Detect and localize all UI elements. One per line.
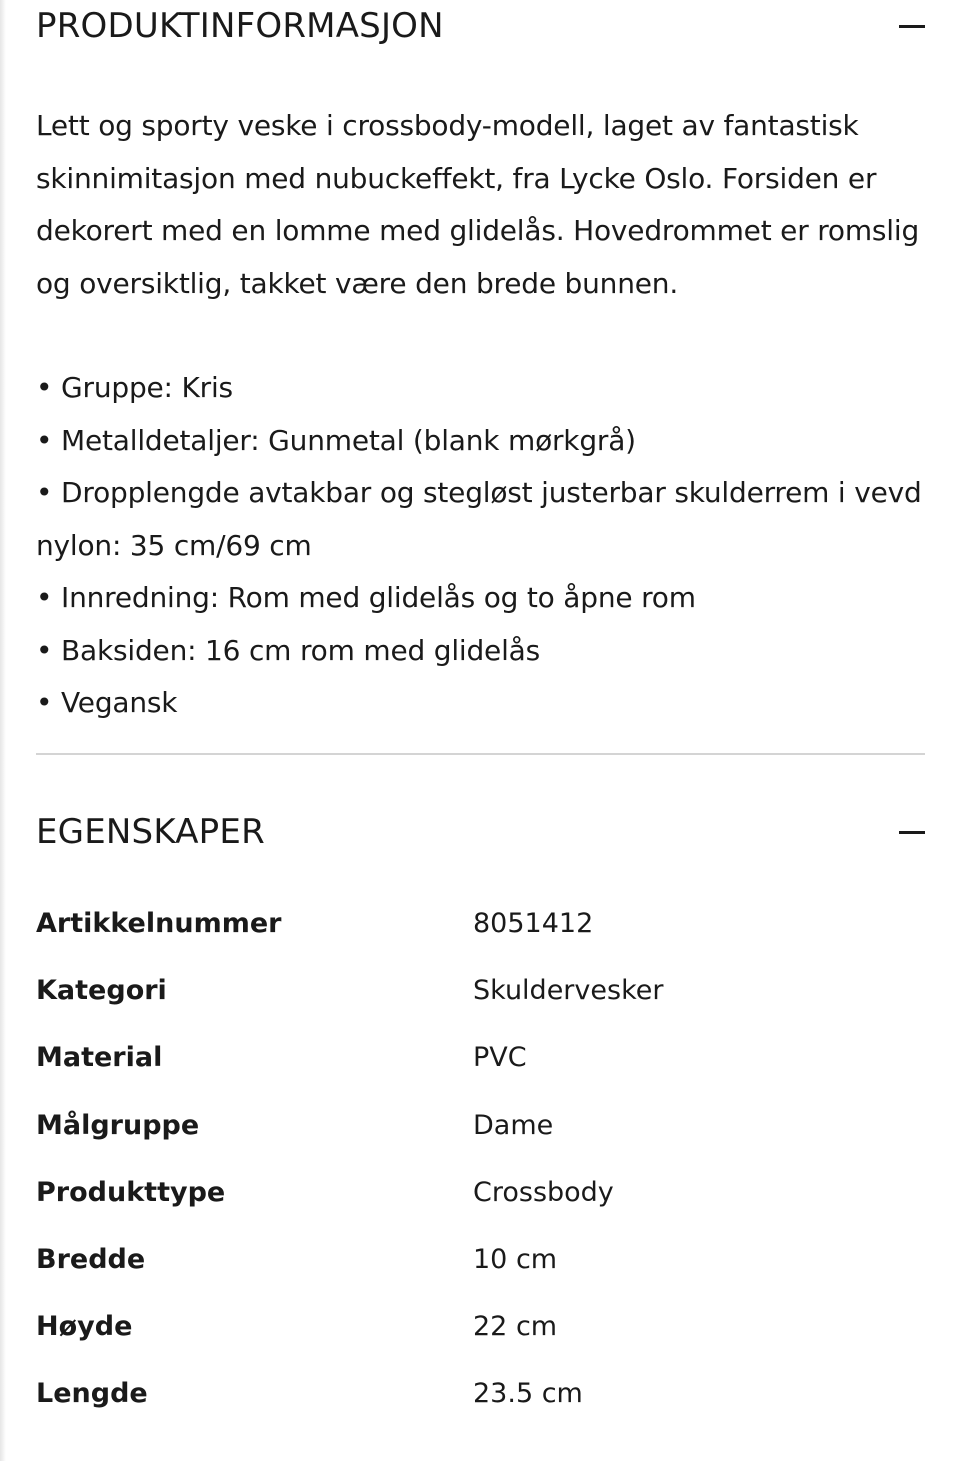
minus-icon[interactable]: [899, 831, 925, 834]
property-label: Målgruppe: [36, 1109, 200, 1141]
feature-item: • Innredning: Rom med glidelås og to åpne rom: [36, 572, 925, 625]
property-value: Crossbody: [473, 1176, 614, 1208]
property-value: Dame: [473, 1109, 554, 1141]
feature-item: • Vegansk: [36, 677, 925, 730]
property-value: PVC: [473, 1042, 527, 1074]
property-label: Artikkelnummer: [36, 908, 282, 939]
property-label: Bredde: [36, 1243, 146, 1275]
property-value: 10 cm: [473, 1243, 558, 1275]
property-value: Skuldervesker: [473, 975, 664, 1007]
properties-title: EGENSKAPER: [36, 812, 265, 852]
property-row: [36, 1378, 925, 1445]
property-row: [36, 1042, 925, 1109]
property-label: Kategori: [36, 975, 167, 1007]
page-edge-shadow: [0, 0, 6, 1461]
property-row: [36, 975, 925, 1042]
property-row: [36, 1244, 925, 1311]
feature-item: • Baksiden: 16 cm rom med glidelås: [36, 625, 925, 678]
product-description: Lett og sporty veske i crossbody-modell, laget av fantastisk skinnimitasjon med nubuckeffekt, fra Lycke Oslo. Forsiden er dekorert med en lomme med glidelås. Hovedrommet er romslig og oversiktlig, takket være den brede bunnen.: [36, 109, 920, 300]
property-row: [36, 908, 925, 975]
property-label: Material: [36, 1042, 163, 1074]
properties-table: [36, 908, 925, 1446]
feature-item: • Dropplengde avtakbar og stegløst justerbar skulderrem i vevd nylon: 35 cm/69 cm: [36, 467, 925, 572]
minus-icon[interactable]: [899, 25, 925, 28]
product-info-title: PRODUKTINFORMASJON: [36, 6, 444, 46]
product-info-header[interactable]: [36, 0, 925, 52]
property-label: Produkttype: [36, 1176, 226, 1208]
property-value: 22 cm: [473, 1311, 558, 1343]
property-row: [36, 1110, 925, 1177]
property-value: 8051412: [473, 908, 594, 939]
product-details: [36, 0, 925, 1410]
property-label: Høyde: [36, 1311, 133, 1343]
section-divider: [36, 753, 925, 755]
property-row: [36, 1311, 925, 1378]
feature-list: [36, 362, 925, 730]
properties-header[interactable]: [36, 808, 925, 856]
feature-item: • Metalldetaljer: Gunmetal (blank mørkgrå): [36, 415, 925, 468]
feature-item: • Gruppe: Kris: [36, 362, 925, 415]
property-label: Lengde: [36, 1378, 148, 1410]
property-row: [36, 1177, 925, 1244]
property-value: 23.5 cm: [473, 1378, 583, 1410]
